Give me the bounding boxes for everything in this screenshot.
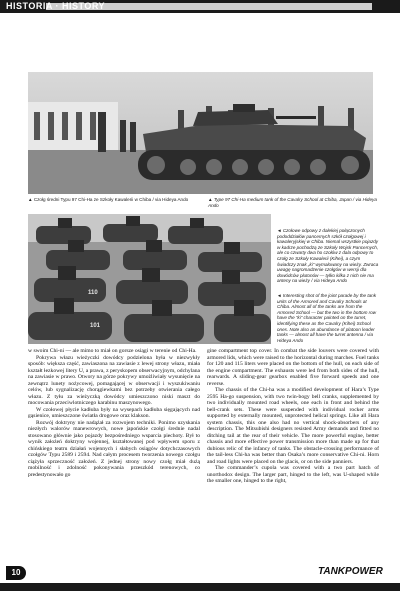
body-paragraph: The chassis of the Chi-ha was a modified development of Hara’s Type 2595 Ha-go suspension, with two twin-bogy bell cranks, supplemented by two individually mounted road wheels, one each in front and behind the bell-crank sets. These were suspended with individual rocker arms supported by externally mounted, unprotected helical springs. Like all Hara system chassis, this one also had no vertical shock-absorbers of any description. The Mitsubishi designers resisted Army demands and fitted no ditching tail at the rear of their vehicle. The more powerful engine, better chassis and more effective power transmission more than made up for that dubious relic of the infancy of tanks. The obstacle-crossing performance of the tail-less Chi-ha was better than Osaka’s more conservative Chi-ni. Horn and road lights were placed on the glacis, or on the side panniers. <box>207 387 379 465</box>
body-paragraph: Pokrywa włazu wieżyczki dowódcy podzielona była w niezwykły sposób: większa część, zawiaszona na zawiasie z lewej strony włazu, miała kształt łezkowej litery U, a prawa, z peryskopem obserwacyjnym, odchylana na zawiasie w prawo. Otwory na górze pokrywy umożliwiały wysunięcie na zewnątrz lunety nożycowej, pomagającej w obserwacji i wyszukiwaniu celów, lub sygnalizację chorągiewkami bez potrzeby otwierania całego włazu. Z tyłu za wieżyczką dowódcy umieszczono niski maszt do mocowania przeciwlotniczego karabinu maszynowego. <box>28 354 200 406</box>
logo-main: TANK <box>318 566 346 577</box>
body-paragraph: Rozwój doktryny nie nadążał za rozwojem techniki. Ponimo uzyskania niezłych walorów manewrowych, nowe japońskie czołgi średnie nadal stosowano głównie jako pojazdy bezpośredniego wsparcia piechoty. Był to wynik założeń doktryny wojennej, kształtowanej pod wpływem sporu z chińskiego teatru działań wojennych i słabych osiągów dotychczasowych czołgów Typu 2589 i 2594. Nad całym procesem tworzenia nowego czołgu ciążyła sprzeczność założeń. Z jednej strony nowy czołg miał dużą mobilność i zdolność pokonywania przeszkód terenowych, co predestynowało go <box>28 419 200 478</box>
body-column-english <box>207 348 379 485</box>
svg-text:110: 110 <box>88 290 98 296</box>
footer-bar <box>0 583 400 591</box>
body-paragraph: The commander’s cupola was covered with a two part hatch of unorthodox design. The larger part, hinged to the left, was U-shaped while the smaller one, hinged to the right, <box>207 465 379 484</box>
body-paragraph: w swoim Chi-ni — ale mimo to miał on gorsze osiągi w terenie od Chi-Ha. <box>28 348 197 354</box>
section-header <box>0 0 400 13</box>
body-paragraph: W czołowej płycie kadłuba były na wysepach kadłuba sięgających nad gąsienice, umieszczone światła drogowe oraz klakson. <box>28 406 200 419</box>
caption-top-left: ▲ Czołg średni Typu 97 Chi-Ha ze Szkoły Kawalerii w Chiba / via Hideya Ando <box>28 197 189 202</box>
body-column-polish <box>28 348 200 478</box>
caption-right-english: ◄ Interesting shot of the joint parade by the tank units of the Armored and Cavalry Schools at Chiba. Almost all of the tanks are from the Armored School — but the two in the bottom row have the “ki” character painted on the turret, identifying these as the Cavalry (Kihei) School ones. Note also an abundance of platoon leader tanks — almost all have the turret antenna / via Hideya Ando <box>277 293 377 343</box>
body-paragraph: gine compartment top cover. In combat the side louvers were covered with armored lids, which were raised to the horizontal during marches. Fuel tanks for 120 and 115 liters were placed on the bottom of the hull, on each side of the engine compartment. The exhausts were led from both sides of the hull, rearwards. A sliding-gear gearbox enabled five forward speeds and one reverse. <box>207 348 379 387</box>
caption-right-polish: ◄ Czołowe odpowy z dalekiej połączonych pododdziałów pancernych szkół czołgowej i kawaleryjskiej w Chiba. Niemal wszystkie pojazdy w kadrze pochodzą ze Szkoły Wojsk Pancernych, ale co czwarty dwa ho czołów z dala odpowy to czołg ze Szkoły Kawalerii (Kihei), a czym świadczy znak „ki” wymalowany na wieży. Zwraca uwagę nagromadzenie czołgów w wersji dla dowódców plutonów — tylko kilka z nich nie ma anteny na wieży / via Hideya Ando <box>277 228 379 284</box>
section-title: HISTORIA · HISTORY <box>6 1 106 11</box>
caption-top-right: ▲ Type 97 Chi-Ha medium tank of the Cavalry School at Chiba, Japan / via Hideya Ando <box>208 197 377 208</box>
photo-top <box>28 72 373 194</box>
magazine-logo <box>318 563 383 577</box>
photo-parade <box>28 214 271 344</box>
page-number: 10 <box>6 566 26 580</box>
logo-sub: POWER <box>345 566 383 577</box>
svg-text:101: 101 <box>90 323 101 329</box>
